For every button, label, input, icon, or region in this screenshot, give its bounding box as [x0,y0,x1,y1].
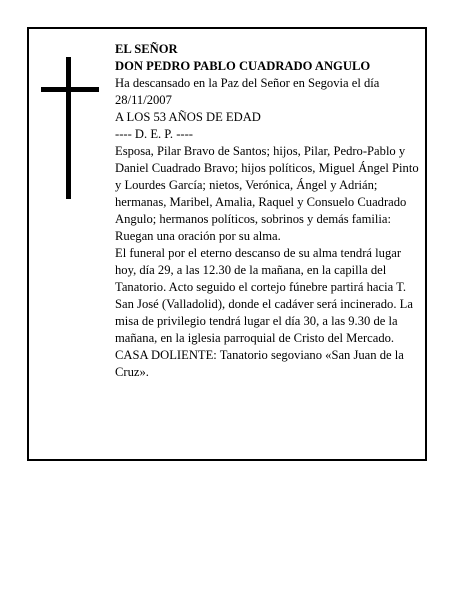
age-line: A LOS 53 AÑOS DE EDAD [115,110,261,124]
obituary-text [115,41,423,381]
title-line: EL SEÑOR [115,42,178,56]
mourning-house: CASA DOLIENTE: Tanatorio segoviano «San Juan de la Cruz». [115,348,404,379]
deceased-name: DON PEDRO PABLO CUADRADO ANGULO [115,59,371,73]
death-statement: Ha descansado en la Paz del Señor en Segovia el día 28/11/2007 [115,76,380,107]
rip-line: ---- D. E. P. ---- [115,127,193,141]
obituary-notice [27,27,427,461]
cross-icon [41,57,99,199]
funeral-details: El funeral por el eterno descanso de su alma tendrá lugar hoy, día 29, a las 12.30 de la mañana, en la capilla del Tanatorio. Acto seguido el cortejo fúnebre partirá hacia T. San José (Valladolid), donde el cadáver será incinerado. La misa de privilegio tendrá lugar el día 30, a las 9.30 de la mañana, en la iglesia parroquial de Cristo del Mercado. [115,246,413,345]
family-list: Esposa, Pilar Bravo de Santos; hijos, Pilar, Pedro-Pablo y Daniel Cuadrado Bravo; hijos políticos, Miguel Ángel Pinto y Lourdes García; nietos, Verónica, Ángel y Adrián; hermanas, Maribel, Amalia, Raquel y Consuelo Cuadrado Angulo; hermanos políticos, sobrinos y demás familia: [115,144,419,226]
prayer-request: Ruegan una oración por su alma. [115,229,281,243]
